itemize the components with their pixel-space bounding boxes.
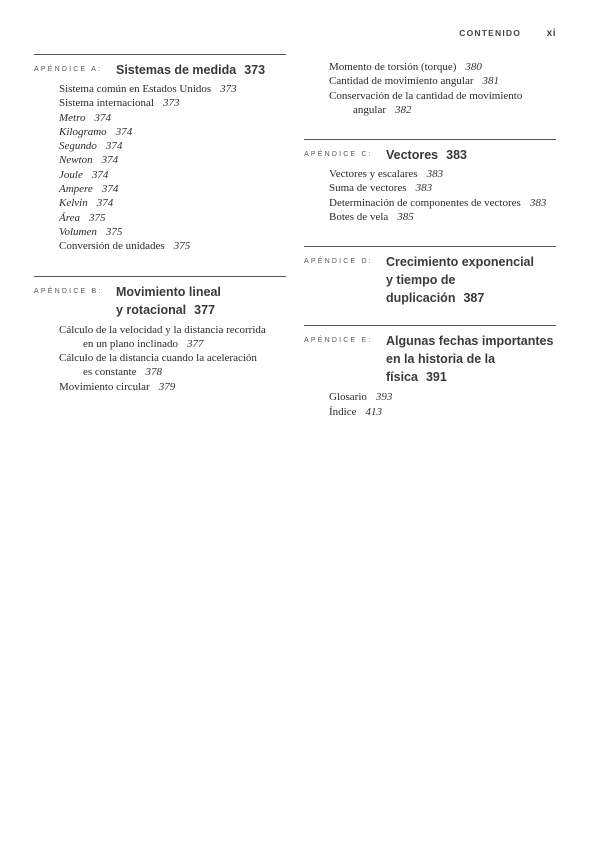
toc-entry[interactable] xyxy=(59,82,286,96)
divider-rule xyxy=(34,276,286,277)
appendix-e-entries xyxy=(329,390,556,419)
toc-entry[interactable] xyxy=(59,323,286,352)
toc-entry[interactable] xyxy=(59,139,286,153)
toc-entry[interactable] xyxy=(59,182,286,196)
toc-entry-page: 383 xyxy=(415,182,433,195)
appendix-c xyxy=(304,139,556,224)
toc-entry-text-continued xyxy=(59,365,286,379)
toc-entry[interactable] xyxy=(59,351,286,380)
divider-rule xyxy=(304,139,556,140)
toc-entry-page: 383 xyxy=(529,196,547,209)
toc-entry-text: Área xyxy=(59,211,80,224)
appendix-e-title-line2: en la historia de la física xyxy=(386,352,496,385)
appendix-d xyxy=(304,246,556,307)
toc-entry[interactable] xyxy=(59,239,286,253)
appendix-b-entries xyxy=(59,323,286,394)
toc-entry[interactable] xyxy=(59,125,286,139)
toc-entry[interactable] xyxy=(59,211,286,225)
toc-entry[interactable] xyxy=(59,196,286,210)
toc-entry-page: 374 xyxy=(105,140,123,153)
toc-entry-page: 374 xyxy=(94,111,111,124)
toc-entry-page: 379 xyxy=(158,380,176,393)
appendix-c-heading xyxy=(304,146,556,164)
toc-entry-text: Conservación de la cantidad de movimiento xyxy=(329,89,523,102)
toc-entry-text: Botes de vela xyxy=(329,211,389,224)
toc-entry[interactable] xyxy=(59,225,286,239)
toc-entry-page: 374 xyxy=(91,168,109,181)
left-column xyxy=(34,54,286,394)
appendix-a-title-text: Sistemas de medida xyxy=(116,63,237,77)
appendix-d-title-line1: Crecimiento exponencial xyxy=(386,255,534,270)
appendix-c-page: 383 xyxy=(446,148,467,163)
divider-rule xyxy=(304,325,556,326)
toc-entry[interactable] xyxy=(59,153,286,167)
appendix-c-label: APÉNDICE C: xyxy=(304,151,373,159)
toc-entry-page: 393 xyxy=(375,391,393,404)
toc-entry-page: 375 xyxy=(173,240,191,253)
toc-entry[interactable] xyxy=(329,89,556,118)
toc-entry-text: en un plano inclinado xyxy=(83,337,179,350)
appendix-e xyxy=(304,325,556,419)
toc-entry-page: 378 xyxy=(145,366,162,379)
toc-entry-page: 373 xyxy=(220,83,237,95)
toc-entry-text: Conversión de unidades xyxy=(59,240,165,253)
appendix-a xyxy=(34,54,286,254)
toc-entry-text: Suma de vectores xyxy=(329,182,407,195)
toc-entry-page: 375 xyxy=(105,225,123,238)
divider-rule xyxy=(304,246,556,247)
toc-entry-page: 413 xyxy=(365,405,382,418)
toc-entry[interactable] xyxy=(329,167,556,181)
toc-entry-text: Determinación de componentes de vectores xyxy=(329,196,521,209)
toc-entry-text: Sistema común en Estados Unidos xyxy=(59,83,212,95)
toc-entry[interactable] xyxy=(329,74,556,88)
appendix-a-label: APÉNDICE A: xyxy=(34,66,103,73)
running-head-section: CONTENIDO xyxy=(459,28,522,38)
toc-entry-text: Metro xyxy=(59,111,86,124)
appendix-b-title-line2: y rotacional xyxy=(116,302,187,317)
toc-entry-page: 374 xyxy=(96,197,114,210)
appendix-c-title[interactable] xyxy=(386,146,467,164)
appendix-a-heading xyxy=(34,61,286,79)
toc-entry[interactable] xyxy=(329,390,556,404)
appendix-b-heading xyxy=(34,283,286,319)
toc-entry-text: Ampere xyxy=(59,183,93,196)
toc-entry[interactable] xyxy=(329,196,556,210)
divider-rule xyxy=(34,54,286,55)
toc-entry-text-continued xyxy=(329,103,556,117)
appendix-e-label: APÉNDICE E: xyxy=(304,337,373,345)
appendix-b-page: 377 xyxy=(194,302,216,317)
toc-entry-text: Kilogramo xyxy=(59,125,107,138)
appendix-e-heading xyxy=(304,332,556,386)
appendix-e-title[interactable] xyxy=(386,332,556,386)
toc-entry-text: Glosario xyxy=(329,391,367,404)
appendix-b-title-line1: Movimiento lineal xyxy=(116,284,221,299)
appendix-c-entries xyxy=(329,167,556,224)
toc-entry-page: 383 xyxy=(426,168,444,181)
toc-entry-text: Momento de torsión (torque) xyxy=(329,61,457,73)
appendix-c-title-text: Vectores xyxy=(386,148,439,163)
toc-entry-page: 374 xyxy=(115,125,133,138)
toc-entry-page: 373 xyxy=(163,97,180,110)
toc-entry-page: 385 xyxy=(397,211,414,224)
toc-entry[interactable] xyxy=(59,380,286,394)
appendix-d-title-line2: y tiempo de duplicación xyxy=(386,273,456,306)
toc-entry-page: 374 xyxy=(101,183,119,196)
toc-entry-text: Movimiento circular xyxy=(59,380,150,393)
toc-entry-text-continued xyxy=(59,337,286,351)
toc-entry-page: 374 xyxy=(101,154,119,167)
toc-entry[interactable] xyxy=(329,181,556,195)
toc-entry-text: es constante xyxy=(83,366,137,379)
running-head-page-number: xi xyxy=(546,28,556,39)
appendix-e-page: 391 xyxy=(425,370,447,385)
toc-entry-page: 382 xyxy=(394,103,412,116)
toc-entry[interactable] xyxy=(329,60,556,74)
toc-entry-text: Cálculo de la velocidad y la distancia recorrida xyxy=(59,323,266,336)
toc-entry-text: Vectores y escalares xyxy=(329,168,418,181)
appendix-d-heading xyxy=(304,253,556,307)
toc-entry[interactable] xyxy=(329,405,556,419)
toc-entry-text: Índice xyxy=(329,405,357,418)
toc-entry-page: 377 xyxy=(187,337,204,350)
toc-entry[interactable] xyxy=(59,111,286,125)
toc-entry-text: Cantidad de movimiento angular xyxy=(329,75,474,88)
appendix-b xyxy=(34,276,286,394)
appendix-b-title[interactable] xyxy=(116,283,221,319)
toc-entry-text: Cálculo de la distancia cuando la aceleración xyxy=(59,352,257,365)
right-column xyxy=(304,60,556,419)
appendix-a-page: 373 xyxy=(244,63,266,77)
toc-entry-text: Segundo xyxy=(59,140,97,153)
toc-entry-page: 375 xyxy=(88,211,106,224)
toc-entry-text: Sistema internacional xyxy=(59,97,154,110)
appendix-b-label: APÉNDICE B: xyxy=(34,287,103,295)
running-head xyxy=(459,28,556,39)
toc-entry[interactable] xyxy=(329,210,556,224)
toc-entry-text: Volumen xyxy=(59,225,97,238)
toc-entry[interactable] xyxy=(59,96,286,110)
toc-entry-text: angular xyxy=(353,103,386,116)
toc-entry[interactable] xyxy=(59,168,286,182)
appendix-e-title-line1: Algunas fechas importantes xyxy=(386,334,554,349)
appendix-d-label: APÉNDICE D: xyxy=(304,258,373,266)
appendix-a-entries xyxy=(59,82,286,254)
appendix-a-title[interactable] xyxy=(116,61,265,79)
toc-entry-text: Joule xyxy=(59,168,83,181)
appendix-d-page: 387 xyxy=(463,291,485,306)
toc-entry-page: 381 xyxy=(482,75,499,88)
appendix-d-title[interactable] xyxy=(386,253,556,307)
toc-entry-text: Newton xyxy=(59,154,93,167)
toc-entry-text: Kelvin xyxy=(59,197,88,210)
appendix-b-continued-entries xyxy=(329,60,556,117)
toc-entry-page: 380 xyxy=(465,61,482,73)
